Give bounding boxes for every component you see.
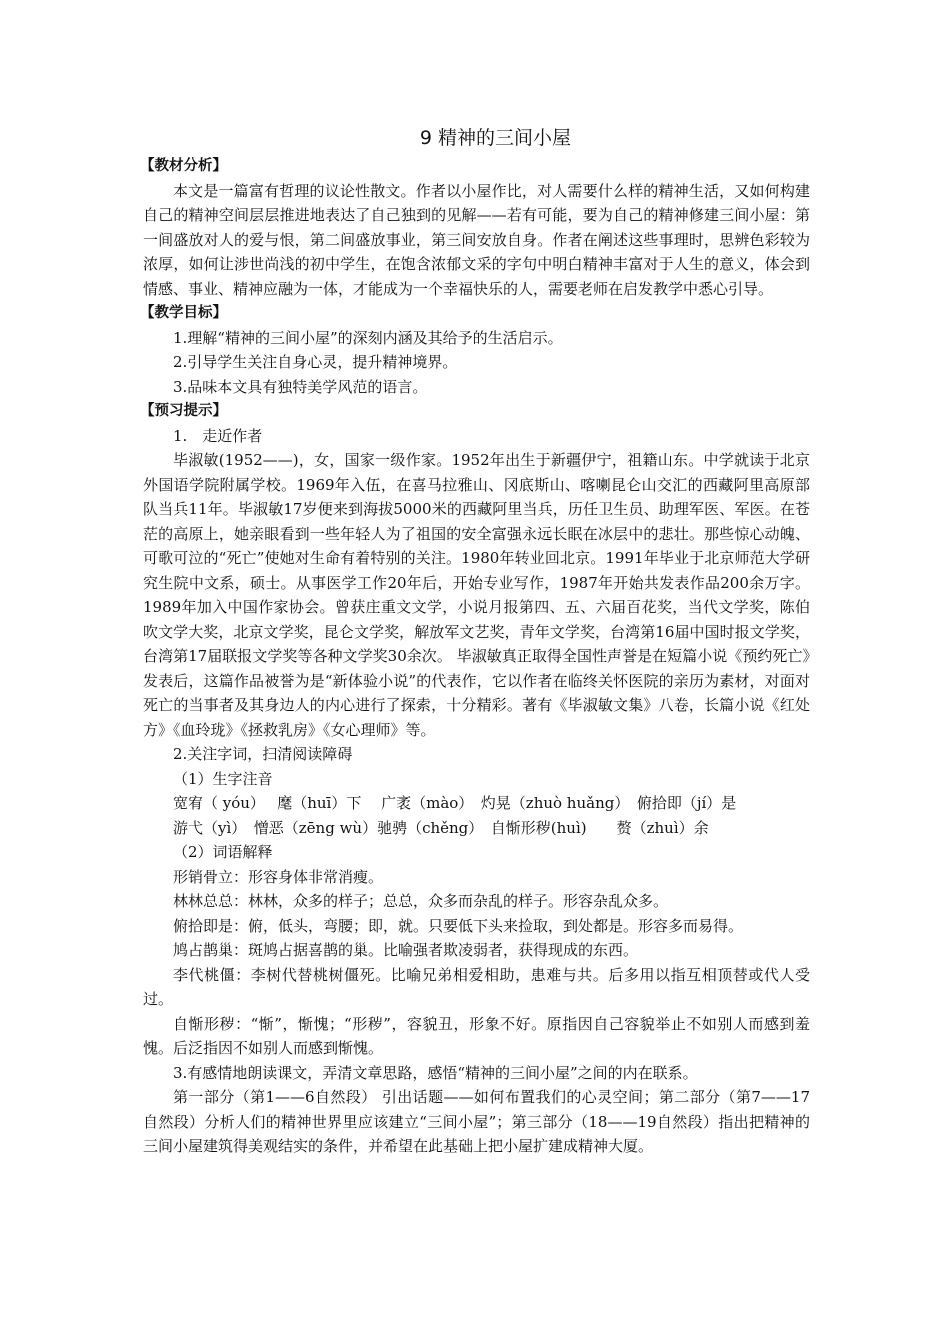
analysis-paragraph: 本文是一篇富有哲理的议论性散文。作者以小屋作比，对人需要什么样的精神生活，又如何构建自己的精神空间层层推进地表达了自己独到的见解——若有可能，要为自己的精神修建三间小屋：第一间盛放对人的爱与恨，第二间盛放事业，第三间安放自身。作者在阐述这些事理时，思辨色彩较为浓厚，如何让涉世尚浅的初中学生，在饱含浓郁文采的字句中明白精神丰富对于人生的意义，体会到情感、事业、精神应融为一体，才能成为一个幸福快乐的人，需要老师在启发教学中悉心引导。 <box>143 181 810 298</box>
words-subtitle: 2.关注字词，扫清阅读障碍 <box>173 745 353 763</box>
vocab-item-4: 鸠占鹊巢：斑鸠占据喜鹊的巢。比喻强者欺凌弱者，获得现成的东西。 <box>173 941 639 959</box>
vocab-subtitle: （2）词语解释 <box>173 843 273 861</box>
heading-preview: 【预习提示】 <box>140 403 227 419</box>
pinyin-line-2: 游弋（yì） 憎恶（zēng wù）驰骋（chěng） 自惭形秽(huì) 赘（zhuì）余 <box>173 818 709 837</box>
goal-item-2: 2.引导学生关注自身心灵，提升精神境界。 <box>173 353 458 371</box>
vocab-item-6: 自惭形秽：“惭”，惭愧；“形秽”，容貌丑，形象不好。原指因自己容貌举止不如别人而感到羞愧。后泛指因不如别人而感到惭愧。 <box>143 1014 810 1057</box>
document-page <box>140 122 810 1159</box>
goal-item-1: 1.理解“精神的三间小屋”的深刻内涵及其给予的生活启示。 <box>173 328 563 347</box>
vocab-item-2: 林林总总：林林，众多的样子；总总，众多而杂乱的样子。形容杂乱众多。 <box>173 892 669 910</box>
vocab-item-3: 俯拾即是：俯，低头，弯腰；即，就。只要低下头来捡取，到处都是。形容多而易得。 <box>173 916 744 935</box>
vocab-item-5: 李代桃僵：李树代替桃树僵死。比喻兄弟相爱相助，患难与共。后多用以指互相顶替或代人受过。 <box>143 965 810 1008</box>
heading-analysis: 【教材分析】 <box>140 158 227 174</box>
author-paragraph: 毕淑敏(1952——)，女，国家一级作家。1952年出生于新疆伊宁，祖籍山东。中学就读于北京外国语学院附属学校。1969年入伍，在喜马拉雅山、冈底斯山、喀喇昆仑山交汇的西藏阿里高原部队当兵11年。毕淑敏17岁便来到海拔5000米的西藏阿里当兵，历任卫生员、助理军医、军医。在苍茫的高原上，她亲眼看到一些年轻人为了祖国的安全富强永远长眠在冰层中的悲壮。那些惊心动魄、可歌可泣的“死亡”使她对生命有着特别的关注。1980年转业回北京。1991年毕业于北京师范大学研究生院中文系，硕士。从事医学工作20年后，开始专业写作，1987年开始共发表作品200余万字。1989年加入中国作家协会。曾获庄重文文学，小说月报第四、五、六届百花奖，当代文学奖，陈伯吹文学大奖，北京文学奖，昆仑文学奖，解放军文艺奖，青年文学奖，台湾第16届中国时报文学奖，台湾第17届联报文学奖等各种文学奖30余次。 毕淑敏真正取得全国性声誉是在短篇小说《预约死亡》发表后，这篇作品被誉为是“新体验小说”的代表作，它以作者在临终关怀医院的亲历为素材，对面对死亡的当事者及其身边人的内心进行了探索，十分精彩。著有《毕淑敏文集》八卷，长篇小说《红处方》《血玲珑》《拯救乳房》《女心理师》等。 <box>143 451 810 739</box>
goal-item-3: 3.品味本文具有独特美学风范的语言。 <box>173 377 428 396</box>
vocab-item-1: 形销骨立：形容身体非常消瘦。 <box>173 867 384 886</box>
reading-paragraph: 第一部分（第1——6自然段） 引出话题——如何布置我们的心灵空间；第二部分（第7——17自然段）分析人们的精神世界里应该建立“三间小屋”；第三部分（18——19自然段）指出把精神的三间小屋建筑得美观结实的条件，并希望在此基础上把小屋扩建成精神大厦。 <box>143 1088 810 1155</box>
reading-subtitle: 3.有感情地朗读课文，弄清文章思路，感悟“精神的三间小屋”之间的内在联系。 <box>173 1063 698 1082</box>
document-title: 9 精神的三间小屋 <box>419 127 572 149</box>
pinyin-subtitle: （1）生字注音 <box>173 769 273 788</box>
author-subtitle: 1. 走近作者 <box>173 426 263 445</box>
pinyin-line-1: 宽宥（ yóu） 麾（huī）下 广袤（mào） 灼晃（zhuò huǎng） 俯拾即（jí）是 <box>173 794 737 812</box>
heading-goals: 【教学目标】 <box>140 305 227 321</box>
